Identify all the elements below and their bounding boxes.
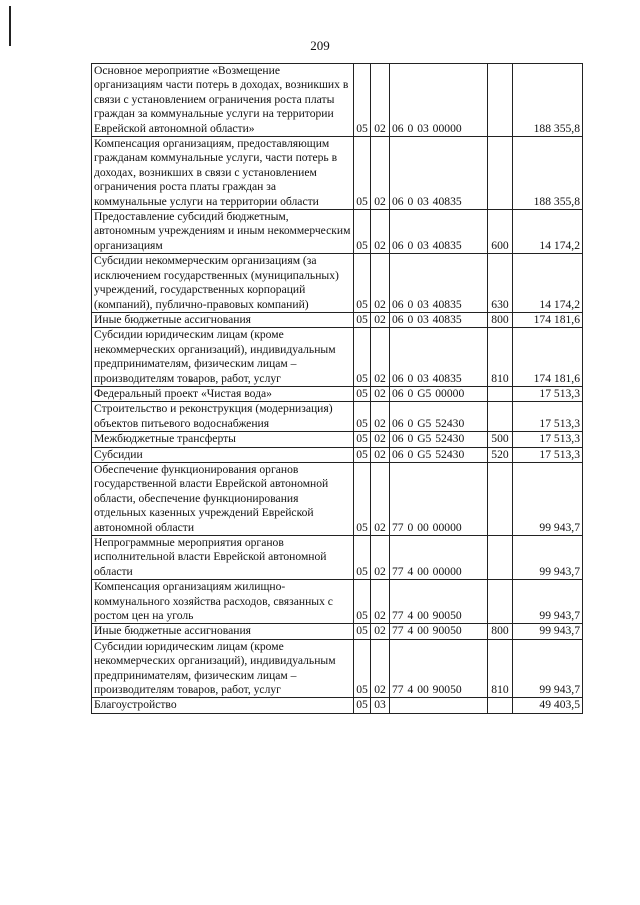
expense-type-code: 810: [488, 639, 513, 698]
section-code: 05: [354, 580, 371, 624]
section-code: 05: [354, 536, 371, 580]
expense-type-code: 810: [488, 328, 513, 387]
expense-type-code: [488, 698, 513, 713]
expense-type-code: [488, 580, 513, 624]
section-code: 05: [354, 639, 371, 698]
amount: 99 943,7: [513, 462, 583, 535]
section-code: 05: [354, 462, 371, 535]
table-row: [92, 328, 583, 387]
target-article-code: [390, 698, 488, 713]
subsection-code: 02: [371, 386, 390, 401]
subsection-code: 02: [371, 580, 390, 624]
target-article-code: 77 4 00 00000: [390, 536, 488, 580]
section-code: 05: [354, 210, 371, 254]
table-row: [92, 432, 583, 447]
target-article-code: 77 4 00 90050: [390, 624, 488, 639]
amount: 99 943,7: [513, 536, 583, 580]
section-code: 05: [354, 432, 371, 447]
section-code: 05: [354, 386, 371, 401]
expense-type-code: [488, 137, 513, 210]
row-name: Строительство и реконструкция (модернизация) объектов питьевого водоснабжения: [92, 402, 354, 432]
expense-type-code: 600: [488, 210, 513, 254]
target-article-code: 06 0 03 40835: [390, 210, 488, 254]
amount: 14 174,2: [513, 210, 583, 254]
amount: 174 181,6: [513, 312, 583, 327]
subsection-code: 02: [371, 137, 390, 210]
table-row: [92, 64, 583, 137]
row-name: Межбюджетные трансферты: [92, 432, 354, 447]
table-row: [92, 210, 583, 254]
section-code: 05: [354, 328, 371, 387]
target-article-code: 06 0 03 00000: [390, 64, 488, 137]
section-code: 05: [354, 137, 371, 210]
row-name: Субсидии юридическим лицам (кроме некоммерческих организаций), индивидуальным предпринимателям, физическим лицам – производителям товаров, работ, услуг: [92, 639, 354, 698]
target-article-code: 77 0 00 00000: [390, 462, 488, 535]
subsection-code: 02: [371, 462, 390, 535]
amount: 49 403,5: [513, 698, 583, 713]
row-name: Компенсация организациям, предоставляющим гражданам коммунальные услуги, части потерь в доходах, возникших в связи с установлением ограничения роста платы граждан за коммунальные услуги на территории области: [92, 137, 354, 210]
table-row: [92, 698, 583, 713]
amount: 17 513,3: [513, 432, 583, 447]
expense-type-code: [488, 536, 513, 580]
expense-type-code: 520: [488, 447, 513, 462]
expense-type-code: 500: [488, 432, 513, 447]
row-name: Субсидии некоммерческим организациям (за исключением государственных (муниципальных) учреждений, государственных корпораций (компаний), публично-правовых компаний): [92, 254, 354, 313]
table-row: [92, 447, 583, 462]
row-name: Субсидии юридическим лицам (кроме некоммерческих организаций), индивидуальным предпринимателям, физическим лицам – производителям товаров, работ, услуг: [92, 328, 354, 387]
expense-type-code: 800: [488, 624, 513, 639]
amount: 99 943,7: [513, 580, 583, 624]
section-code: 05: [354, 64, 371, 137]
table-row: [92, 536, 583, 580]
table-row: [92, 639, 583, 698]
target-article-code: 06 0 03 40835: [390, 137, 488, 210]
subsection-code: 02: [371, 624, 390, 639]
table-row: [92, 462, 583, 535]
subsection-code: 02: [371, 402, 390, 432]
subsection-code: 02: [371, 312, 390, 327]
expense-type-code: [488, 64, 513, 137]
target-article-code: 77 4 00 90050: [390, 639, 488, 698]
section-code: 05: [354, 402, 371, 432]
expense-type-code: 630: [488, 254, 513, 313]
amount: 14 174,2: [513, 254, 583, 313]
subsection-code: 02: [371, 432, 390, 447]
row-name: Основное мероприятие «Возмещение организациям части потерь в доходах, возникших в связи с установлением ограничения роста платы граждан за коммунальные услуги на территории Еврейской автономной области»: [92, 64, 354, 137]
table-row: [92, 580, 583, 624]
amount: 174 181,6: [513, 328, 583, 387]
row-name: Предоставление субсидий бюджетным, автономным учреждениям и иным некоммерческим организациям: [92, 210, 354, 254]
target-article-code: 06 0 G5 00000: [390, 386, 488, 401]
row-name: Иные бюджетные ассигнования: [92, 312, 354, 327]
expense-type-code: [488, 462, 513, 535]
subsection-code: 02: [371, 447, 390, 462]
row-name: Компенсация организациям жилищно-коммунального хозяйства расходов, связанных с ростом цен на уголь: [92, 580, 354, 624]
row-name: Субсидии: [92, 447, 354, 462]
section-code: 05: [354, 447, 371, 462]
target-article-code: 06 0 03 40835: [390, 312, 488, 327]
target-article-code: 06 0 03 40835: [390, 328, 488, 387]
amount: 188 355,8: [513, 64, 583, 137]
table-row: [92, 312, 583, 327]
amount: 99 943,7: [513, 639, 583, 698]
row-name: Непрограммные мероприятия органов исполнительной власти Еврейской автономной области: [92, 536, 354, 580]
amount: 17 513,3: [513, 386, 583, 401]
table-row: [92, 386, 583, 401]
section-code: 05: [354, 624, 371, 639]
section-code: 05: [354, 312, 371, 327]
table-row: [92, 254, 583, 313]
subsection-code: 02: [371, 328, 390, 387]
target-article-code: 06 0 G5 52430: [390, 432, 488, 447]
row-name: Федеральный проект «Чистая вода»: [92, 386, 354, 401]
subsection-code: 02: [371, 210, 390, 254]
target-article-code: 77 4 00 90050: [390, 580, 488, 624]
subsection-code: 02: [371, 536, 390, 580]
amount: 17 513,3: [513, 402, 583, 432]
row-name: Обеспечение функционирования органов государственной власти Еврейской автономной области, обеспечение функционирования отдельных казенных учреждений Еврейской автономной области: [92, 462, 354, 535]
subsection-code: 02: [371, 64, 390, 137]
budget-table: [91, 63, 583, 714]
table-row: [92, 402, 583, 432]
expense-type-code: [488, 386, 513, 401]
subsection-code: 02: [371, 254, 390, 313]
budget-table-body: [92, 64, 583, 714]
expense-type-code: [488, 402, 513, 432]
amount: 17 513,3: [513, 447, 583, 462]
page-number: 209: [310, 38, 330, 53]
row-name: Благоустройство: [92, 698, 354, 713]
section-code: 05: [354, 698, 371, 713]
target-article-code: 06 0 03 40835: [390, 254, 488, 313]
target-article-code: 06 0 G5 52430: [390, 447, 488, 462]
table-row: [92, 137, 583, 210]
table-row: [92, 624, 583, 639]
expense-type-code: 800: [488, 312, 513, 327]
subsection-code: 02: [371, 639, 390, 698]
target-article-code: 06 0 G5 52430: [390, 402, 488, 432]
row-name: Иные бюджетные ассигнования: [92, 624, 354, 639]
amount: 188 355,8: [513, 137, 583, 210]
amount: 99 943,7: [513, 624, 583, 639]
section-code: 05: [354, 254, 371, 313]
subsection-code: 03: [371, 698, 390, 713]
